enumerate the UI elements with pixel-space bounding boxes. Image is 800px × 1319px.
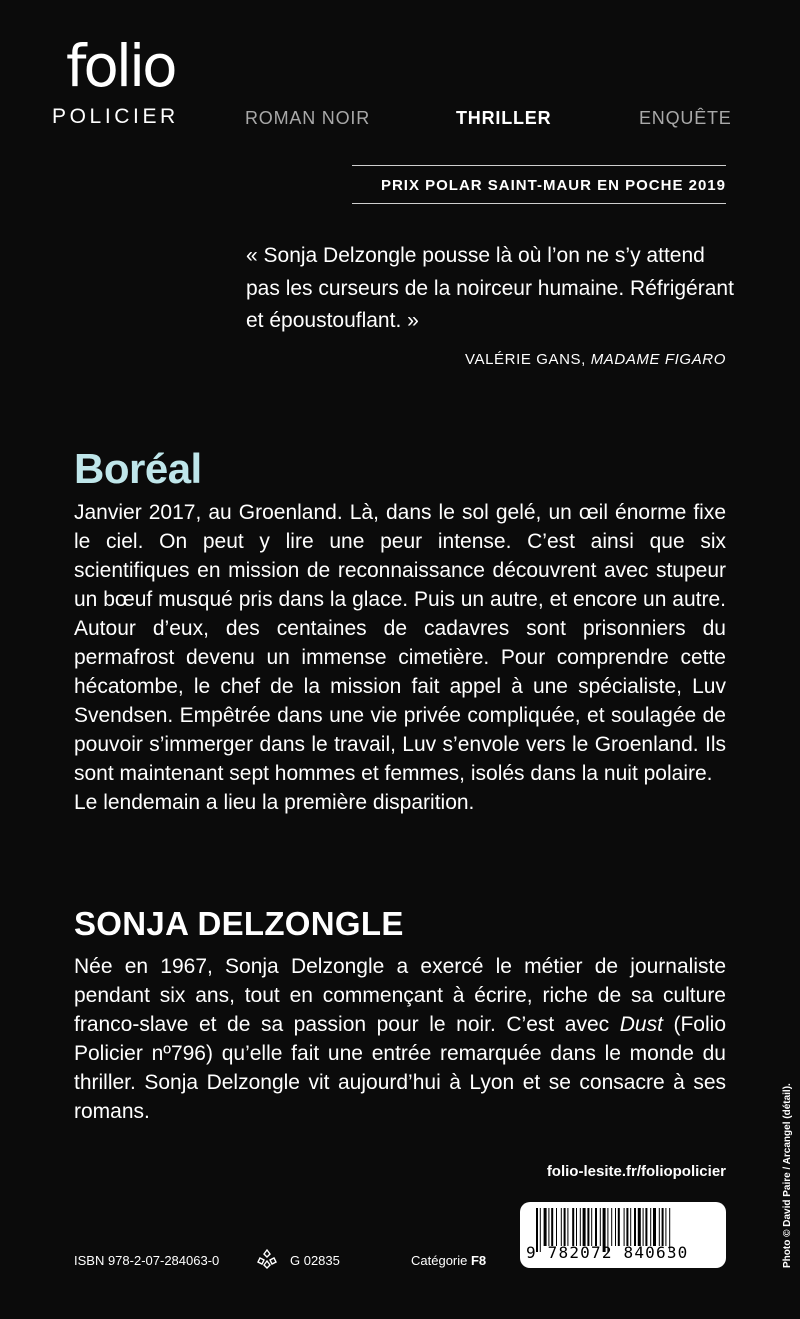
barcode-bar — [662, 1208, 664, 1246]
barcode-bar — [624, 1208, 625, 1246]
barcode-bar — [650, 1208, 651, 1246]
price-category — [411, 1253, 486, 1269]
barcode-bar — [551, 1208, 553, 1246]
folio-logo: folio — [66, 32, 175, 100]
press-quote: « Sonja Delzongle pousse là où l’on ne s’y attend pas les curseurs de la noirceur humaine. Réfrigérant et époustouflant. » — [246, 244, 734, 332]
synopsis-paragraph: Janvier 2017, au Groenland. Là, dans le sol gelé, un œil énorme fixe le ciel. On peut y lire une peur intense. C’est ainsi que six scientifiques en mission de reconnaissance découvrent avec stupeur un bœuf musqué pris dans la glace. Puis un autre, et encore un autre. Autour d’eux, des centaines de cadavres sont prisonniers du permafrost devenu un immense cimetière. Pour comprendre cette hécatombe, le chef de la mission fait appel à une spécialiste, Luv Svendsen. Empêtrée dans une vie privée compliquée, et soulagée de pouvoir s’immerger dans le travail, Luv s’envole vers le Groenland. Ils sont maintenant sept hommes et femmes, isolés dans la nuit polaire. — [74, 501, 726, 785]
barcode-digits: 9 782072 840630 — [526, 1243, 689, 1262]
barcode-bar — [564, 1208, 566, 1246]
genre-thriller: THRILLER — [456, 108, 552, 128]
barcode-bar — [567, 1208, 568, 1246]
author-bio — [74, 952, 726, 1126]
category-value: F8 — [470, 1253, 487, 1268]
barcode-bar — [561, 1208, 562, 1246]
genre-roman-noir: ROMAN NOIR — [245, 108, 370, 128]
book-title: Boréal — [74, 445, 202, 492]
barcode-bar — [665, 1208, 666, 1246]
bio-text-1: Née en 1967, Sonja Delzongle a exercé le métier de journaliste pendant six ans, tout en commençant à écrire, riche de sa culture franco-slave et de sa passion pour le noir. C’est avec — [74, 955, 726, 1036]
barcode-bar — [548, 1208, 549, 1246]
synopsis — [74, 498, 726, 817]
barcode-bar — [645, 1208, 647, 1246]
website-link[interactable]: folio-lesite.fr/foliopolicier — [546, 1163, 726, 1180]
barcode-bar — [653, 1208, 656, 1246]
barcode-bar — [611, 1208, 612, 1246]
barcode-bar — [572, 1208, 574, 1246]
barcode-bar — [659, 1208, 660, 1246]
quote-author: VALÉRIE GANS, — [465, 351, 591, 368]
collection-name: POLICIER — [52, 105, 179, 128]
barcode-bar — [600, 1208, 601, 1246]
quote-publication: MADAME FIGARO — [590, 351, 726, 368]
barcode-bar — [576, 1208, 577, 1246]
bio-book-title: Dust — [619, 1013, 663, 1036]
isbn: ISBN 978-2-07-284063-0 — [74, 1253, 220, 1268]
synopsis-last-line: Le lendemain a lieu la première disparition. — [74, 791, 475, 814]
barcode-bar — [595, 1208, 597, 1246]
barcode-bar — [618, 1208, 620, 1246]
barcode-bar — [643, 1208, 644, 1246]
barcode-bar — [544, 1208, 547, 1246]
bio-text-2: (Folio Policier nº796) qu’elle fait une entrée remarquée dans le monde du thriller. Sonja Delzongle vit aujourd’hui à Lyon et se consacre à ses romans. — [74, 1013, 726, 1123]
barcode-bar — [583, 1208, 586, 1246]
barcode-bar — [634, 1208, 636, 1246]
barcode-bar — [615, 1208, 616, 1246]
barcode-bar — [587, 1208, 589, 1246]
photo-credit: Photo © David Paire / Arcangel (détail). — [782, 1083, 793, 1268]
author-name: SONJA DELZONGLE — [74, 905, 404, 942]
product-code: G 02835 — [290, 1253, 340, 1268]
gallimard-logo-icon — [256, 1248, 278, 1270]
barcode-bar — [630, 1208, 631, 1246]
quote-attribution — [465, 350, 726, 370]
prize-banner: PRIX POLAR SAINT-MAUR EN POCHE 2019 — [380, 177, 726, 194]
barcode-bar — [626, 1208, 628, 1246]
barcode-bar — [591, 1208, 592, 1246]
category-label: Catégorie — [411, 1253, 471, 1268]
barcode-bar — [556, 1208, 557, 1246]
prize-rule-top — [352, 165, 726, 166]
genre-enquete: ENQUÊTE — [639, 108, 732, 128]
barcode-bar — [638, 1208, 641, 1246]
prize-rule-bottom — [352, 203, 726, 204]
barcode-bar — [580, 1208, 581, 1246]
